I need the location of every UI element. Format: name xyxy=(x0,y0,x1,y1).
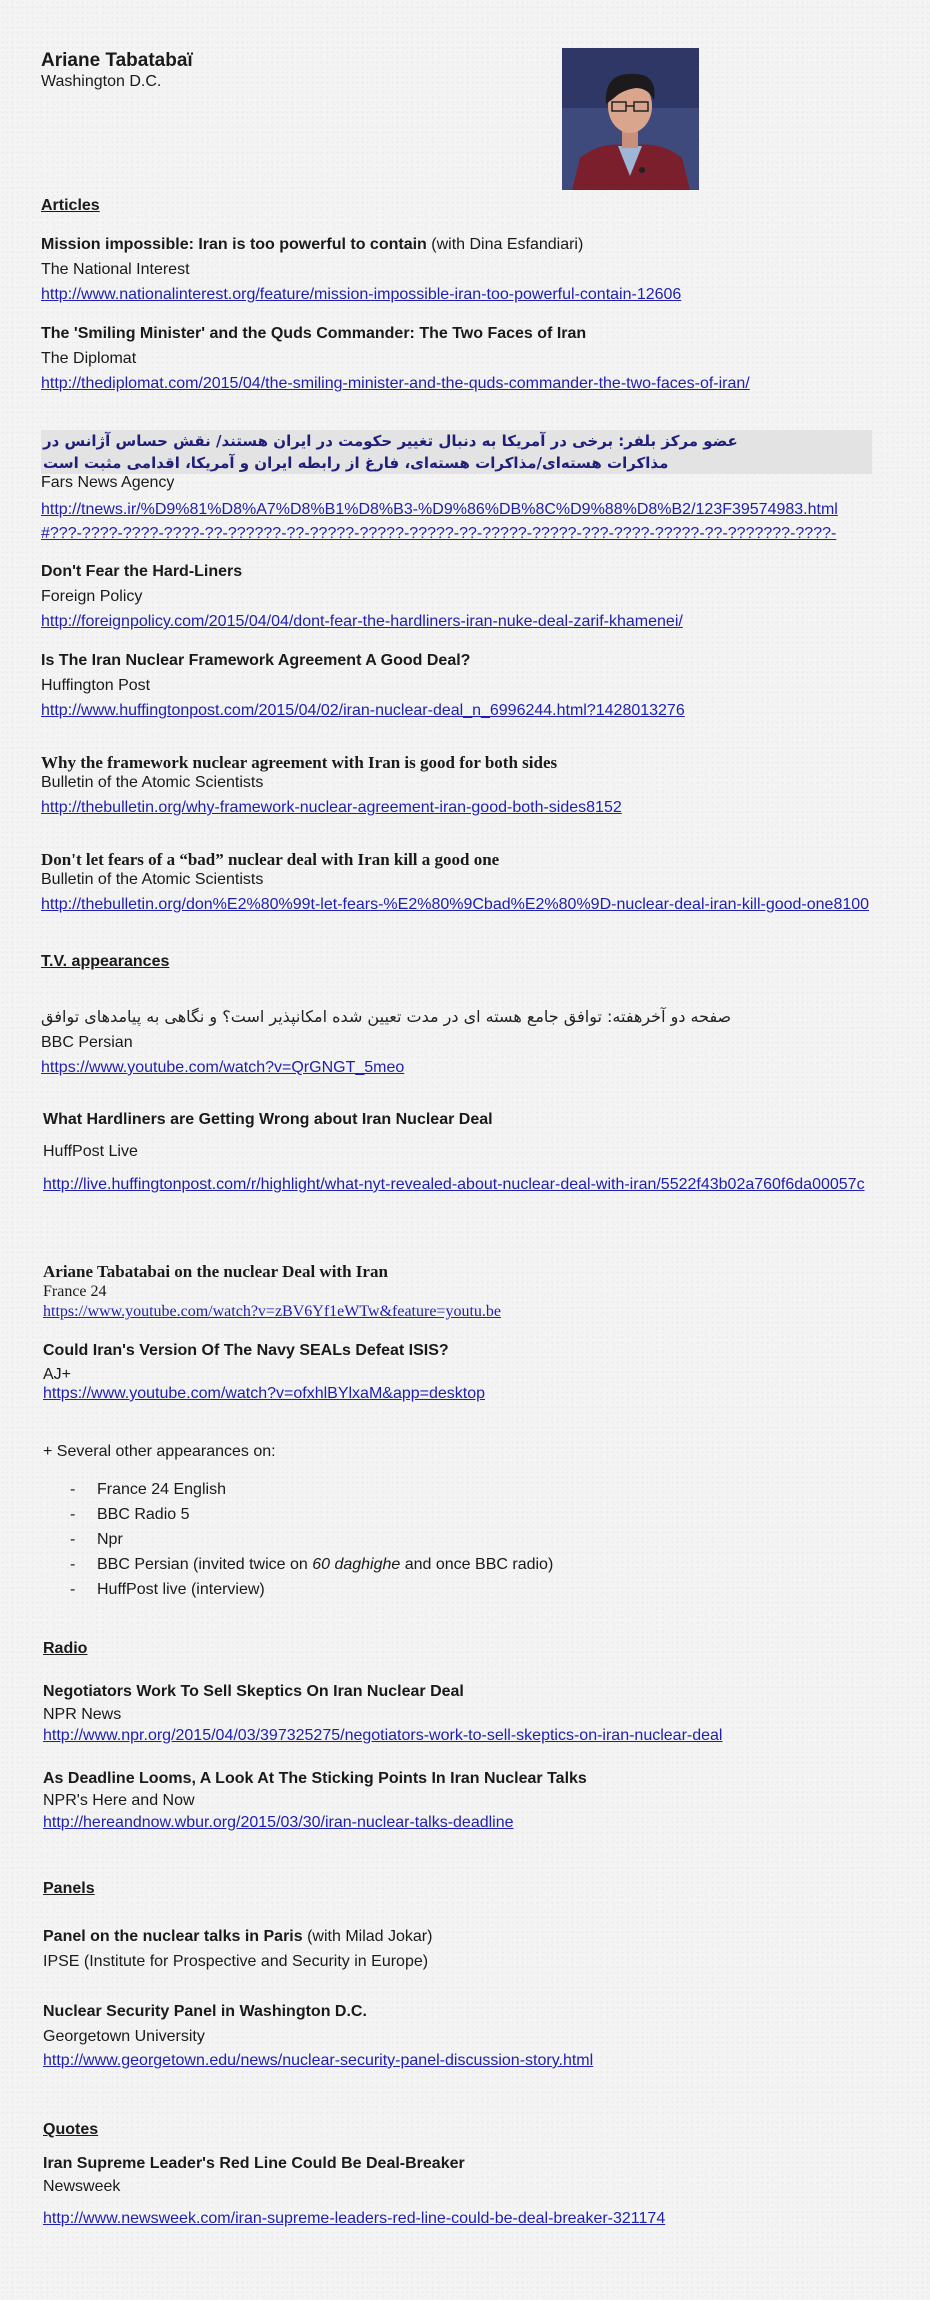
bullet-dash: - xyxy=(70,1531,76,1548)
bbc-persian-text-end: and once BBC radio) xyxy=(400,1556,554,1573)
article-2-title: The 'Smiling Minister' and the Quds Commander: The Two Faces of Iran xyxy=(41,325,587,342)
tv-1-link[interactable]: https://www.youtube.com/watch?v=QrGNGT_5meo xyxy=(41,1059,405,1076)
article-1-link[interactable]: http://www.nationalinterest.org/feature/mission-impossible-iran-too-powerful-contain-12606 xyxy=(41,286,682,303)
portrait-photo-icon xyxy=(562,48,699,190)
bullet-dash: - xyxy=(70,1556,76,1573)
article-1-coauthor: (with Dina Esfandiari) xyxy=(426,236,584,253)
article-7-link[interactable]: http://thebulletin.org/don%E2%80%99t-let-fears-%E2%80%9Cbad%E2%80%9D-nuclear-deal-iran-kill-good-one8100 xyxy=(41,896,870,913)
panel-2-source: Georgetown University xyxy=(43,2028,205,2045)
radio-1-title: Negotiators Work To Sell Skeptics On Iran Nuclear Deal xyxy=(43,1683,464,1700)
radio-2-title: As Deadline Looms, A Look At The Sticking Points In Iran Nuclear Talks xyxy=(43,1770,587,1787)
article-4-title: Don't Fear the Hard-Liners xyxy=(41,563,243,580)
radio-2-link[interactable]: http://hereandnow.wbur.org/2015/03/30/iran-nuclear-talks-deadline xyxy=(43,1814,514,1831)
list-item xyxy=(70,1506,770,1531)
section-heading-radio: Radio xyxy=(43,1640,88,1657)
radio-1-source: NPR News xyxy=(43,1706,122,1723)
other-appearances-intro: + Several other appearances on: xyxy=(43,1443,276,1460)
article-6-link[interactable]: http://thebulletin.org/why-framework-nuclear-agreement-iran-good-both-sides8152 xyxy=(41,799,622,816)
article-1-title: Mission impossible: Iran is too powerful to contain xyxy=(41,236,427,253)
section-heading-tv: T.V. appearances xyxy=(41,953,170,970)
radio-1-link[interactable]: http://www.npr.org/2015/04/03/397325275/negotiators-work-to-sell-skeptics-on-iran-nuclear-deal xyxy=(43,1727,723,1744)
panel-1-coauthor: (with Milad Jokar) xyxy=(302,1928,433,1945)
article-7-title: Don't let fears of a “bad” nuclear deal with Iran kill a good one xyxy=(41,850,500,869)
panel-1-title: Panel on the nuclear talks in Paris xyxy=(43,1928,303,1945)
article-4-link[interactable]: http://foreignpolicy.com/2015/04/04/dont-fear-the-hardliners-iran-nuke-deal-zarif-khamenei/ xyxy=(41,613,683,630)
tv-3-title: Ariane Tabatabai on the nuclear Deal with Iran xyxy=(43,1262,388,1281)
bullet-dash: - xyxy=(70,1481,76,1498)
article-7-source: Bulletin of the Atomic Scientists xyxy=(41,871,264,888)
radio-2-source: NPR's Here and Now xyxy=(43,1792,195,1809)
article-3-source: Fars News Agency xyxy=(41,474,175,491)
list-item-label: France 24 English xyxy=(97,1481,226,1498)
tv-2-link[interactable]: http://live.huffingtonpost.com/r/highlight/what-nyt-revealed-about-nuclear-deal-with-iran/5522f43b02a760f6da00057c xyxy=(43,1176,865,1193)
bbc-persian-show: 60 daghighe xyxy=(312,1556,401,1573)
article-5-source: Huffington Post xyxy=(41,677,151,694)
list-item-label xyxy=(97,1556,553,1574)
tv-4-link[interactable]: https://www.youtube.com/watch?v=ofxhlBYlxaM&app=desktop xyxy=(43,1385,486,1402)
tv-4-title: Could Iran's Version Of The Navy SEALs Defeat ISIS? xyxy=(43,1342,449,1359)
other-appearances-list xyxy=(70,1481,770,1606)
section-heading-articles: Articles xyxy=(41,197,100,214)
tv-3-link[interactable]: https://www.youtube.com/watch?v=zBV6Yf1eWTw&feature=youtu.be xyxy=(43,1303,501,1320)
article-5-title: Is The Iran Nuclear Framework Agreement A Good Deal? xyxy=(41,652,471,669)
tv-3-source: France 24 xyxy=(43,1283,107,1300)
tv-1-title: صفحه دو آخرهفته: توافق جامع هسته ای در مدت تعیین شده امکانپذیر است؟ و نگاهی به پیامدهای توافق xyxy=(41,1007,732,1026)
bullet-dash: - xyxy=(70,1581,76,1598)
quote-1-title: Iran Supreme Leader's Red Line Could Be Deal-Breaker xyxy=(43,2155,465,2172)
quote-1-source: Newsweek xyxy=(43,2178,121,2195)
panel-2-title: Nuclear Security Panel in Washington D.C. xyxy=(43,2003,367,2020)
list-item xyxy=(70,1481,770,1506)
tv-2-title: What Hardliners are Getting Wrong about Iran Nuclear Deal xyxy=(43,1111,493,1128)
article-2-source: The Diplomat xyxy=(41,350,137,367)
list-item xyxy=(70,1531,770,1556)
tv-2-source: HuffPost Live xyxy=(43,1143,138,1160)
list-item-label: Npr xyxy=(97,1531,123,1548)
article-4-source: Foreign Policy xyxy=(41,588,143,605)
list-item xyxy=(70,1556,770,1581)
article-6-title: Why the framework nuclear agreement with Iran is good for both sides xyxy=(41,753,558,772)
portrait-photo xyxy=(562,48,699,190)
list-item xyxy=(70,1581,770,1606)
article-2-link[interactable]: http://thediplomat.com/2015/04/the-smiling-minister-and-the-quds-commander-the-two-faces-of-iran/ xyxy=(41,375,750,392)
bullet-dash: - xyxy=(70,1506,76,1523)
article-5-link[interactable]: http://www.huffingtonpost.com/2015/04/02/iran-nuclear-deal_n_6996244.html?1428013276 xyxy=(41,702,685,719)
article-1-source: The National Interest xyxy=(41,261,190,278)
list-item-label: BBC Radio 5 xyxy=(97,1506,190,1523)
list-item-label: HuffPost live (interview) xyxy=(97,1581,265,1598)
section-heading-panels: Panels xyxy=(43,1880,95,1897)
panel-1-title-line xyxy=(43,1928,432,1946)
panel-2-link[interactable]: http://www.georgetown.edu/news/nuclear-security-panel-discussion-story.html xyxy=(43,2052,594,2069)
panel-1-source: IPSE (Institute for Prospective and Security in Europe) xyxy=(43,1953,429,1970)
article-3-link[interactable]: http://tnews.ir/%D9%81%D8%A7%D8%B1%D8%B3-%D9%86%DB%8C%D9%88%D8%B2/123F39574983.html#???-????-????-????-??-??????-??-?????-?????-?????-??-?????-?????-???-????-?????-??-???????-????- xyxy=(41,501,838,542)
bbc-persian-text: BBC Persian (invited twice on xyxy=(97,1556,313,1573)
article-6-source: Bulletin of the Atomic Scientists xyxy=(41,774,264,791)
author-location: Washington D.C. xyxy=(41,73,162,90)
section-heading-quotes: Quotes xyxy=(43,2121,99,2138)
author-name: Ariane Tabatabaï xyxy=(41,50,193,71)
tv-1-source: BBC Persian xyxy=(41,1034,133,1051)
quote-1-link[interactable]: http://www.newsweek.com/iran-supreme-leaders-red-line-could-be-deal-breaker-321174 xyxy=(43,2210,666,2227)
tv-4-source: AJ+ xyxy=(43,1366,72,1383)
article-3-title: عضو مرکز بلفر: برخی در آمریکا به دنبال تغییر حکومت در ایران هستند/ نقش حساس آژانس در مذاکرات هسته‌ای/مذاکرات هسته‌ای، فارغ از رابطه ایران و آمریکا، اقدامی مثبت است xyxy=(43,432,738,472)
article-1-title-line xyxy=(41,236,583,254)
